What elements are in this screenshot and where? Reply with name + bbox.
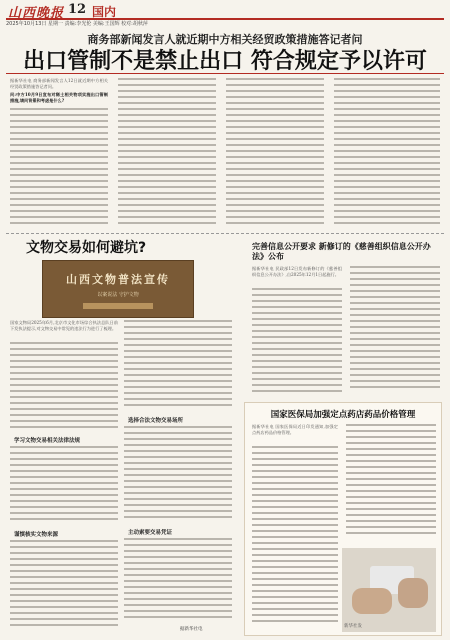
relics-headline: 文物交易如何避坑?: [26, 240, 147, 256]
relics-body-2: [10, 446, 118, 526]
banner-subtitle: 以案说法 守护文物: [97, 292, 139, 298]
section-divider: [6, 233, 444, 234]
issue-meta: 2025年10月13日 星期一 责编:李光伦 美编:王国辉 校对:胡秋萍: [6, 21, 148, 27]
banner-plaque: [83, 303, 153, 309]
pharmacy-lead: 据新华社电 国家医保局近日印发通知,加强定点药店药品价格管理。: [252, 424, 338, 436]
masthead: [6, 2, 444, 20]
lead-kicker: 商务部新闻发言人就近期中方相关经贸政策措施答记者问: [87, 33, 363, 46]
relics-body-3: [10, 540, 118, 634]
hand-shape-2: [398, 578, 428, 608]
pharmacy-photo: [342, 548, 436, 632]
relics-byline: 据新华社电: [180, 627, 203, 632]
page-number: 12: [68, 2, 87, 17]
hand-shape: [352, 588, 392, 614]
headline-rule: [6, 73, 444, 74]
relics-subhead-4: 主动索要交易凭证: [128, 530, 173, 536]
relics-body-1: [10, 342, 118, 432]
charity-body-col1: [252, 288, 342, 396]
lead-question: 问:中方10月9日宣布对稀土相关物项实施出口管制措施,请问背景和考虑是什么?: [10, 92, 108, 104]
pharmacy-body-col1: [252, 446, 338, 628]
section-name: 国内: [92, 5, 117, 19]
relics-body-4: [124, 320, 232, 412]
relics-subhead-1: 学习文物交易相关法律法规: [14, 438, 81, 444]
lead-body-col3: [226, 78, 324, 230]
lead-body-col1: [10, 108, 108, 230]
charity-headline: 完善信息公开要求 新修订的《慈善组织信息公开办法》公布: [252, 242, 431, 261]
photo-caption: 新华社发: [344, 624, 362, 629]
relics-body-5: [124, 426, 232, 524]
relics-subhead-2: 谨慎核实文物来源: [14, 532, 59, 538]
relics-subhead-3: 选择合法文物交易场所: [128, 418, 184, 424]
lead-intro: 据新华社电 商务部新闻发言人12日就近期中方相关经贸政策措施答记者问。: [10, 78, 108, 90]
lead-headline: 出口管制不是禁止出口 符合规定予以许可: [23, 49, 427, 74]
charity-lead: 据新华社电 民政部12日发布新修订的《慈善组织信息公开办法》,自2025年12月1日起施行。: [252, 266, 342, 278]
newspaper-logo: 山西晚报: [8, 6, 65, 21]
relics-lead: 国家文物局2025年6月,北京市文化市场综合执法总队日前下发执法提示,对文物交易中常见的违法行为进行了梳理。: [10, 320, 118, 332]
pharmacy-headline: 国家医保局加强定点药店药品价格管理: [270, 410, 416, 420]
banner-title: 山西文物普法宣传: [66, 273, 170, 286]
relics-body-6: [124, 538, 232, 622]
relics-banner: [42, 260, 194, 318]
lead-body-col4: [334, 78, 440, 230]
pharmacy-body-col2: [346, 424, 436, 542]
lead-body-col2: [118, 78, 216, 230]
charity-body-col2: [350, 266, 440, 396]
